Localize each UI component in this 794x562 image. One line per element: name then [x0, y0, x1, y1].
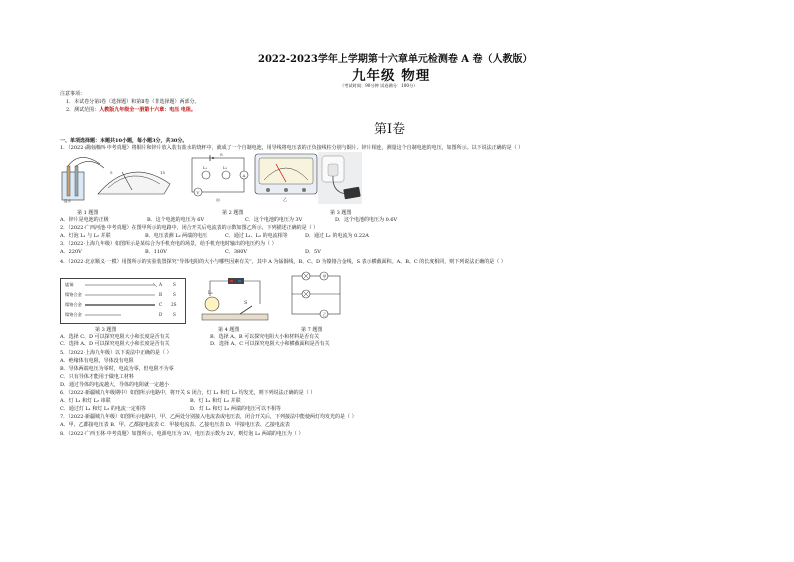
q4-option-b: B．选择 A、B 可以探究电阻大小和材料是否有关	[210, 334, 320, 340]
notes-item-1: 1．本试卷分第Ⅰ卷（选择题）和第Ⅱ卷（非选择题）两部分。	[66, 99, 200, 105]
q4-stem: 4．（2022·北京顺义·一模）用图所示的实验装置探究“导体电阻的大小与哪些因素有关”，其中 A 为锰铜线，B、C、D 为镍铬合金线，S 表示横截面积。A、B、C 的长度相同，则下列说法正确的是（ ）	[60, 259, 506, 265]
q1-option-c: C．这个电池的电压为 3V	[245, 217, 303, 223]
exam-title: 2022-2023学年上学期第十六章单元检测卷 A 卷（人教版）	[258, 54, 533, 65]
q1-stem: 1．（2022·湖南湘西·中考真题）将铜片和锌片放入装有盐水的烧杯中，就成了一个自制电池，用导线将电压表的正负接线柱分别与铜片、锌片相连，测量这个自制电池的电压，如图所示。以下说法正确的是（ ）	[60, 145, 524, 151]
q5-option-a: A．绝缘体有电阻，导体没有电阻	[60, 358, 134, 364]
q4-caption-3: 第 7 题图	[301, 327, 323, 333]
figure-q4b-circuit	[200, 276, 270, 324]
q5-option-d: D．通过导体的电流越大，导体的电阻就一定越小	[60, 382, 170, 388]
lamp-icon	[202, 171, 210, 179]
exam-subtitle: 九年级 物理	[352, 68, 431, 84]
q4-option-c: C．选择 A、D 可以探究电阻大小和长度是否有关	[60, 341, 170, 347]
notes-item-2-scope: 人教版九年级全一册第十六章：电压 电阻。	[99, 107, 196, 113]
svg-text:L₂: L₂	[223, 165, 228, 170]
figure-q7-circuit	[286, 272, 346, 324]
q3-option-c: C．380V	[225, 249, 247, 255]
figure-3-charger	[318, 152, 362, 204]
q1-caption-2: 第 2 题图	[222, 210, 244, 216]
q1-caption-1: 第 1 题图	[77, 210, 99, 216]
q7-stem: 7．（2022·新疆城九年级）如图所示电路中，甲、乙两处分别接入电流表或电压表，闭合开关后，下列接法中能使两灯均发光的是（ ）	[60, 414, 357, 420]
svg-text:15: 15	[160, 170, 166, 175]
q2-option-c: C．通过 L₁、L₂ 的电流相等	[225, 233, 288, 239]
q6-option-b: B．灯 L₁ 和灯 L₂ 并联	[190, 398, 241, 404]
q1-option-a: A．锌片是电池的正极	[60, 217, 109, 223]
q5-option-b: B．导体两端电压为零时，电流为零，但电阻不为零	[60, 366, 174, 372]
q8-stem: 8．（2022·广西玉林·中考真题）如图所示，电源电压为 3V，电压表示数为 2V，则灯泡 L₂ 两端的电压为（ ）	[60, 431, 304, 437]
svg-text:锰铜: 锰铜	[65, 282, 74, 287]
svg-text:S: S	[173, 282, 176, 287]
figure-1-label: 盐水	[64, 199, 71, 203]
q4-caption-1: 第 3 题图	[95, 327, 117, 333]
svg-text:C: C	[159, 302, 163, 307]
q6-option-d: D．灯 L₁ 和灯 L₂ 两端的电压可以不相等	[190, 406, 282, 412]
notes-item-2-prefix: 2．测试范围：	[66, 107, 100, 113]
figure-2b-ammeter	[254, 152, 318, 202]
voltmeter-icon	[60, 154, 180, 204]
svg-text:A: A	[159, 282, 163, 287]
svg-text:甲: 甲	[216, 198, 220, 203]
q4-option-a: A．选择 C、D 可以探究电阻大小和长度是否有关	[60, 334, 170, 340]
q2-option-a: A．灯泡 L₁ 与 L₂ 并联	[60, 233, 111, 239]
notes-heading: 注意事项：	[60, 91, 86, 97]
q3-option-d: D．5V	[305, 249, 321, 255]
q4-caption-2: 第 4 题图	[218, 327, 240, 333]
q6-option-c: C．通过灯 L₁ 和灯 L₂ 的电流一定相等	[60, 406, 146, 412]
q2-stem: 2．（2022·广西河池·中考真题）在图甲所示的电路中，闭合开关后电流表的示数如图乙所示，下列描述正确的是（ ）	[60, 225, 319, 231]
q1-option-d: D．这个电池的电压为 0.6V	[335, 217, 398, 223]
svg-text:镍铬合金: 镍铬合金	[65, 292, 82, 297]
svg-text:V: V	[196, 190, 200, 195]
svg-text:S: S	[173, 292, 176, 297]
svg-text:镍铬合金: 镍铬合金	[65, 302, 82, 307]
wire-panel-icon	[61, 279, 185, 323]
volume-label: 第Ⅰ卷	[374, 122, 406, 137]
svg-text:D: D	[159, 312, 163, 317]
q6-stem: 6．（2022·新疆城九年级期中）如图所示电路中，将开关 S 闭合，灯 L₁ 和灯 L₂ 均发光，则下列说法正确的是（ ）	[60, 390, 316, 396]
switch-icon	[240, 306, 252, 314]
svg-text:甲: 甲	[322, 274, 327, 279]
svg-text:B: B	[159, 292, 163, 297]
q7-options: A．甲、乙都接电压表 B．甲、乙都接电流表 C．甲接电流表、乙接电压表 D．甲接电压表、乙接电流表	[60, 422, 290, 428]
svg-text:S: S	[173, 312, 176, 317]
q1-option-b: B．这个电池的电压为 6V	[147, 217, 205, 223]
q2-option-b: B．电压表测 L₂ 两端的电压	[145, 233, 208, 239]
figure-2-circuit	[188, 152, 250, 204]
figure-q4-wire-panel	[60, 278, 186, 324]
svg-text:2S: 2S	[171, 302, 177, 307]
q1-caption-3: 第 3 题图	[330, 210, 352, 216]
svg-text:乙: 乙	[283, 197, 287, 202]
notes-item-2	[66, 107, 196, 113]
charger-icon	[318, 152, 362, 204]
svg-text:乙: 乙	[322, 312, 327, 317]
svg-text:S: S	[220, 152, 223, 157]
q5-stem: 5．（2022·上海九年级）以下说法中正确的是（ ）	[60, 350, 172, 356]
q6-option-a: A．灯 L₁ 和灯 L₂ 串联	[60, 398, 111, 404]
section-heading: 一、单项选择题：本题共10小题，每小题3分，共30分。	[60, 138, 188, 144]
q3-option-a: A．220V	[60, 249, 82, 255]
q3-stem: 3．（2022·上海九年级）如图所示是某综合为手机充电的场景，给手机充电时输出的电压约为（ ）	[60, 241, 277, 247]
q3-option-b: B．110V	[145, 249, 167, 255]
svg-text:L₁: L₁	[208, 291, 213, 296]
svg-text:镍铬合金: 镍铬合金	[65, 312, 82, 317]
figure-1-voltmeter-cell	[60, 154, 180, 204]
q4-option-d: D．选择 A、C 可以探究电阻大小和横截面积是否有关	[210, 341, 330, 347]
q2-option-d: D．通过 L₁ 的电流为 0.22A	[305, 233, 369, 239]
svg-text:5: 5	[110, 170, 113, 175]
svg-text:S: S	[244, 300, 248, 306]
svg-text:A: A	[242, 173, 246, 178]
svg-text:L₁: L₁	[203, 165, 208, 170]
exam-meta: （考试时间：90分钟 试卷满分：100分）	[340, 83, 418, 88]
q5-option-c: C．只有导体才能用于做电工材料	[60, 374, 134, 380]
lamp-icon	[205, 297, 219, 311]
